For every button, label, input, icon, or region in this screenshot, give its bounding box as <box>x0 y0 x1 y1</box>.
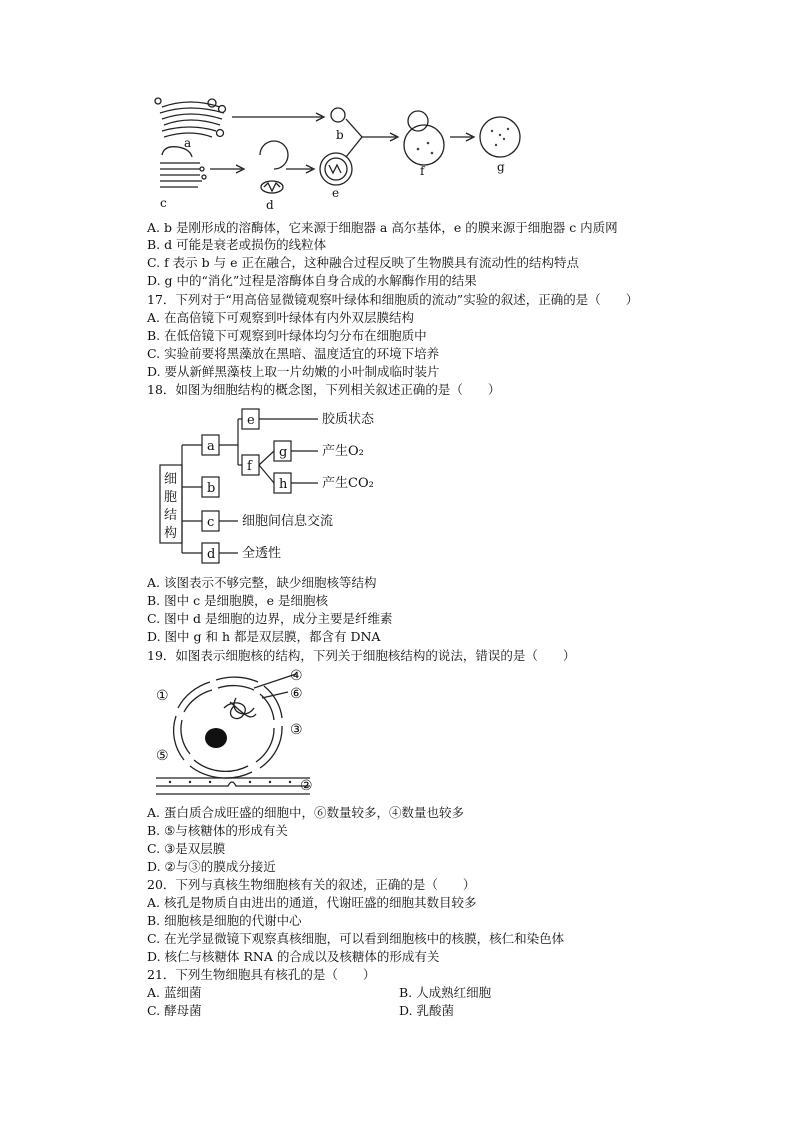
text-c: 细胞间信息交流 <box>242 514 334 529</box>
label-e: e <box>332 186 340 200</box>
q18-option-b: B. 图中 c 是细胞膜，e 是细胞核 <box>147 593 328 608</box>
q16-option-a: A. b 是刚形成的溶酶体，它来源于细胞器 a 高尔基体，e 的膜来源于细胞器 c 内质网 <box>147 220 618 235</box>
q21-option-c: C. 酵母菌 <box>147 1003 202 1018</box>
q16-option-c: C. f 表示 b 与 e 正在融合，这种融合过程反映了生物膜具有流动性的结构特点 <box>147 255 579 270</box>
label-g: g <box>497 160 505 174</box>
q19-option-b: B. ⑤与核糖体的形成有关 <box>147 823 288 838</box>
q21-option-d: D. 乳酸菌 <box>399 1003 455 1018</box>
root-char-2: 胞 <box>164 490 178 505</box>
root-char-3: 结 <box>164 508 178 523</box>
q19-option-d: D. ②与③的膜成分接近 <box>147 859 276 874</box>
q20-option-a: A. 核孔是物质自由进出的通道，代谢旺盛的细胞其数目较多 <box>147 895 477 910</box>
label-5: ⑤ <box>156 748 169 764</box>
label-f: f <box>420 164 425 178</box>
label-2: ② <box>300 778 313 794</box>
q16-option-d: D. g 中的“消化”过程是溶酶体自身合成的水解酶作用的结果 <box>147 273 477 288</box>
q20-option-c: C. 在光学显微镜下观察真核细胞，可以看到细胞核中的核膜，核仁和染色体 <box>147 931 565 946</box>
q18-stem: 18．如图为细胞结构的概念图，下列相关叙述正确的是（ ） <box>147 382 501 397</box>
box-c: c <box>207 515 215 530</box>
box-h: h <box>279 477 288 492</box>
q17-option-c: C. 实验前要将黑藻放在黑暗、温度适宜的环境下培养 <box>147 346 440 361</box>
label-3: ③ <box>290 722 303 738</box>
label-c: c <box>160 196 167 210</box>
box-f: f <box>247 459 252 474</box>
q17-option-d: D. 要从新鲜黑藻枝上取一片幼嫩的小叶制成临时装片 <box>147 364 440 379</box>
text-h: 产生CO₂ <box>322 476 374 491</box>
q20-option-b: B. 细胞核是细胞的代谢中心 <box>147 913 302 928</box>
box-g: g <box>279 445 288 460</box>
q19-option-c: C. ③是双层膜 <box>147 841 226 856</box>
box-e: e <box>247 413 255 428</box>
label-a: a <box>184 136 192 150</box>
label-4: ④ <box>290 668 303 684</box>
root-char-1: 细 <box>164 472 178 487</box>
box-a: a <box>207 439 215 454</box>
q19-stem: 19．如图表示细胞核的结构，下列关于细胞核结构的说法，错误的是（ ） <box>147 648 576 663</box>
box-d: d <box>207 547 216 562</box>
q17-stem: 17．下列对于“用高倍显微镜观察叶绿体和细胞质的流动”实验的叙述，正确的是（ ） <box>147 292 639 307</box>
text-g: 产生O₂ <box>322 444 364 459</box>
q16-figure <box>150 95 540 213</box>
q16-option-b: B. d 可能是衰老或损伤的线粒体 <box>147 237 327 252</box>
label-6: ⑥ <box>290 686 303 702</box>
q18-option-a: A. 该图表示不够完整，缺少细胞核等结构 <box>147 575 377 590</box>
label-b: b <box>336 128 344 142</box>
q19-option-a: A. 蛋白质合成旺盛的细胞中，⑥数量较多，④数量也较多 <box>147 805 464 820</box>
q19-figure <box>150 668 320 800</box>
q17-option-a: A. 在高倍镜下可观察到叶绿体有内外双层膜结构 <box>147 310 414 325</box>
q21-stem: 21．下列生物细胞具有核孔的是（ ） <box>147 967 376 982</box>
label-1: ① <box>156 688 169 704</box>
label-d: d <box>266 198 274 212</box>
root-char-4: 构 <box>164 526 178 541</box>
box-b: b <box>207 481 216 496</box>
q18-option-c: C. 图中 d 是细胞的边界，成分主要是纤维素 <box>147 611 393 626</box>
q18-option-d: D. 图中 g 和 h 都是双层膜，都含有 DNA <box>147 629 381 644</box>
q20-option-d: D. 核仁与核糖体 RNA 的合成以及核糖体的形成有关 <box>147 949 440 964</box>
q17-option-b: B. 在低倍镜下可观察到叶绿体均匀分布在细胞质中 <box>147 328 427 343</box>
q18-figure <box>150 403 410 573</box>
q21-option-b: B. 人成熟红细胞 <box>399 985 492 1000</box>
q21-option-a: A. 蓝细菌 <box>147 985 202 1000</box>
text-d: 全透性 <box>242 546 282 561</box>
q20-stem: 20．下列与真核生物细胞核有关的叙述，正确的是（ ） <box>147 877 476 892</box>
text-e: 胶质状态 <box>322 412 375 427</box>
